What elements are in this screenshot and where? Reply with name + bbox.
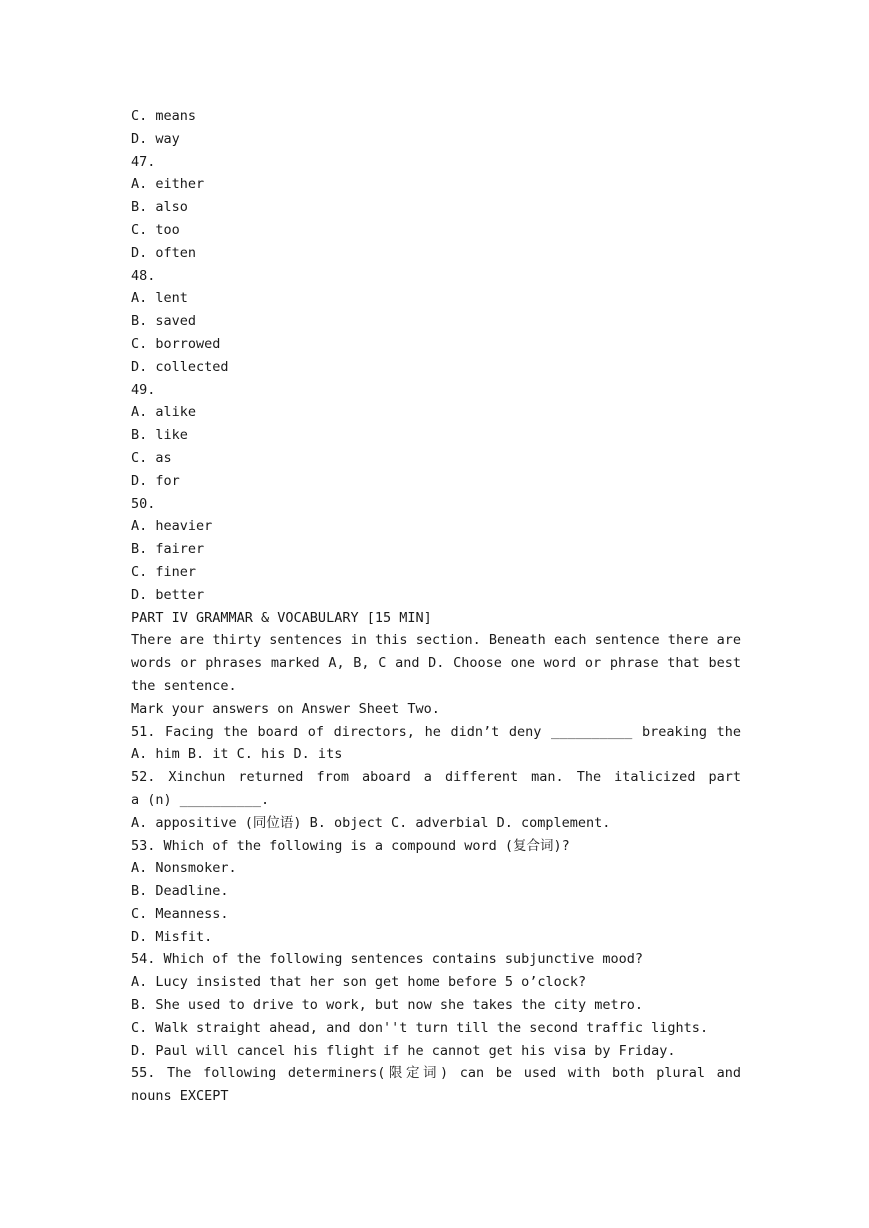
text-line: D. Paul will cancel his flight if he cannot get his visa by Friday. <box>131 1042 676 1059</box>
text-line: A. appositive (同位语) B. object C. adverbial D. complement. <box>131 814 611 831</box>
text-line: C. finer <box>131 563 197 580</box>
text-line: C. too <box>131 221 180 238</box>
text-line: 53. Which of the following is a compound word (复合词)? <box>131 837 570 854</box>
text-line: C. Meanness. <box>131 905 229 922</box>
text-line: D. for <box>131 472 180 489</box>
text-line: 54. Which of the following sentences contains subjunctive mood? <box>131 951 644 968</box>
text-line: a (n) __________. <box>131 791 270 808</box>
text-line: B. Deadline. <box>131 883 229 900</box>
text-line: A. lent <box>131 290 188 307</box>
text-line: D. collected <box>131 358 229 375</box>
text-line: There are thirty sentences in this section. Beneath each sentence there are <box>131 632 741 649</box>
text-line: B. She used to drive to work, but now she takes the city metro. <box>131 997 644 1014</box>
text-line: C. as <box>131 449 172 466</box>
text-line: A. Lucy insisted that her son get home before 5 o’clock? <box>131 974 587 991</box>
text-line: nouns EXCEPT <box>131 1088 229 1105</box>
text-line: C. Walk straight ahead, and don''t turn till the second traffic lights. <box>131 1019 709 1036</box>
text-line: D. Misfit. <box>131 928 213 945</box>
text-line: A. either <box>131 176 205 193</box>
text-line: 48. <box>131 267 156 284</box>
text-line: A. Nonsmoker. <box>131 860 237 877</box>
text-line: 55. The following determiners(限定词) can be used with both plural and <box>131 1065 741 1082</box>
text-line: B. fairer <box>131 541 205 558</box>
text-line: 52. Xinchun returned from aboard a different man. The italicized part <box>131 769 741 786</box>
text-line: D. often <box>131 244 197 261</box>
text-line: 51. Facing the board of directors, he didn’t deny __________ breaking the <box>131 723 741 740</box>
text-line: B. saved <box>131 313 197 330</box>
text-line: C. means <box>131 108 197 124</box>
text-line: words or phrases marked A, B, C and D. Choose one word or phrase that best <box>131 655 741 672</box>
text-line: 49. <box>131 381 156 398</box>
text-line: C. borrowed <box>131 335 221 352</box>
text-line: PART IV GRAMMAR & VOCABULARY [15 MIN] <box>131 609 432 626</box>
text-line: A. heavier <box>131 518 213 535</box>
text-line: the sentence. <box>131 677 237 694</box>
text-line: B. also <box>131 199 188 216</box>
document-page <box>131 105 741 1108</box>
text-line: 47. <box>131 153 156 170</box>
text-line: D. way <box>131 130 180 147</box>
text-line: D. better <box>131 586 205 603</box>
text-line: A. alike <box>131 404 197 421</box>
text-line: 50. <box>131 495 156 512</box>
text-line: Mark your answers on Answer Sheet Two. <box>131 700 440 717</box>
text-line: A. him B. it C. his D. its <box>131 746 343 763</box>
text-line: B. like <box>131 427 188 444</box>
